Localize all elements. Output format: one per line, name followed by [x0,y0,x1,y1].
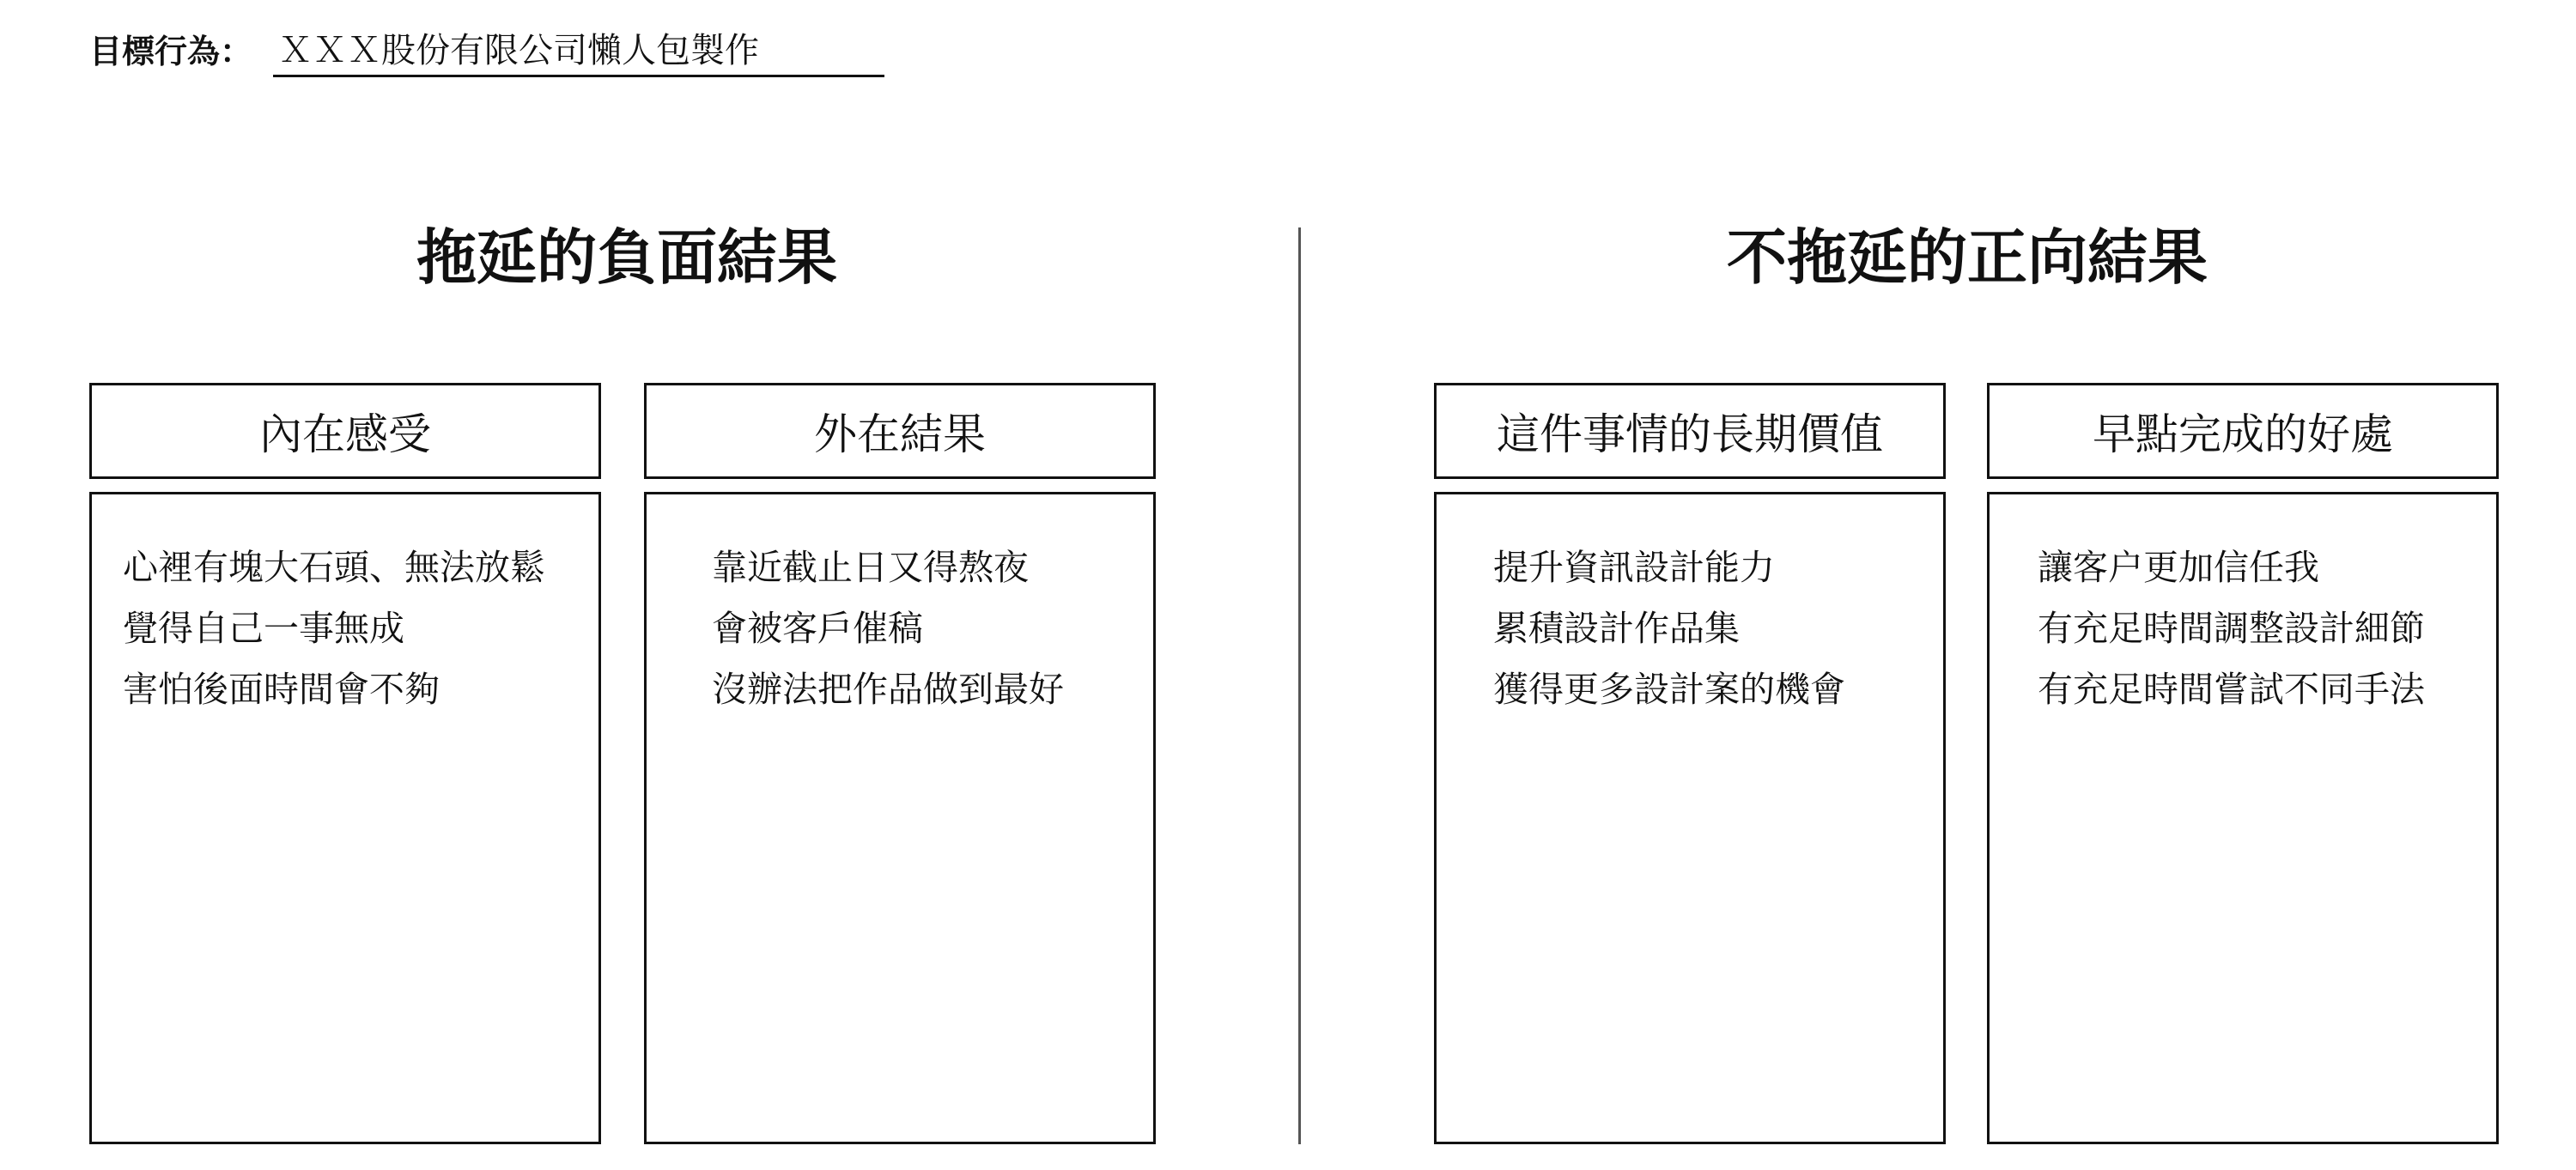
column-header-inner-feelings [89,383,601,479]
goal-label: 目標行為： [89,33,253,70]
item-list [712,537,1153,720]
column-body-long-term-value [1434,492,1946,1144]
column-body-inner-feelings [89,492,601,1144]
negative-section-title: 拖延的負面結果 [416,222,837,293]
column-header-label: 內在感受 [259,409,431,459]
goal-row [89,26,884,77]
column-body-external-results [644,492,1156,1144]
list-item: 累積設計作品集 [1493,608,1740,649]
column-header-label: 這件事情的長期價值 [1497,409,1883,459]
positive-section-title: 不拖延的正向結果 [1727,222,2208,293]
list-item: 讓客户更加信任我 [2038,547,2319,588]
column-header-early-completion-benefits [1987,383,2499,479]
column-header-external-results [644,383,1156,479]
column-header-long-term-value [1434,383,1946,479]
list-item: 提升資訊設計能力 [1493,547,1775,588]
item-list [2038,537,2496,720]
goal-value: ＸＸＸ股份有限公司懶人包製作 [273,29,884,77]
item-list [123,537,598,720]
list-item: 會被客戶催稿 [712,608,923,649]
section-divider [1298,227,1301,1144]
list-item: 有充足時間嘗試不同手法 [2038,669,2425,710]
list-item: 心裡有塊大石頭、無法放鬆 [123,547,545,588]
list-item: 獲得更多設計案的機會 [1493,669,1845,710]
list-item: 覺得自己一事無成 [123,608,404,649]
list-item: 有充足時間調整設計細節 [2038,608,2425,649]
column-header-label: 早點完成的好處 [2093,409,2393,459]
list-item: 害怕後面時間會不夠 [123,669,440,710]
column-header-label: 外在結果 [814,409,986,459]
column-body-early-completion-benefits [1987,492,2499,1144]
list-item: 靠近截止日又得熬夜 [712,547,1029,588]
list-item: 沒辦法把作品做到最好 [712,669,1064,710]
item-list [1493,537,1943,720]
